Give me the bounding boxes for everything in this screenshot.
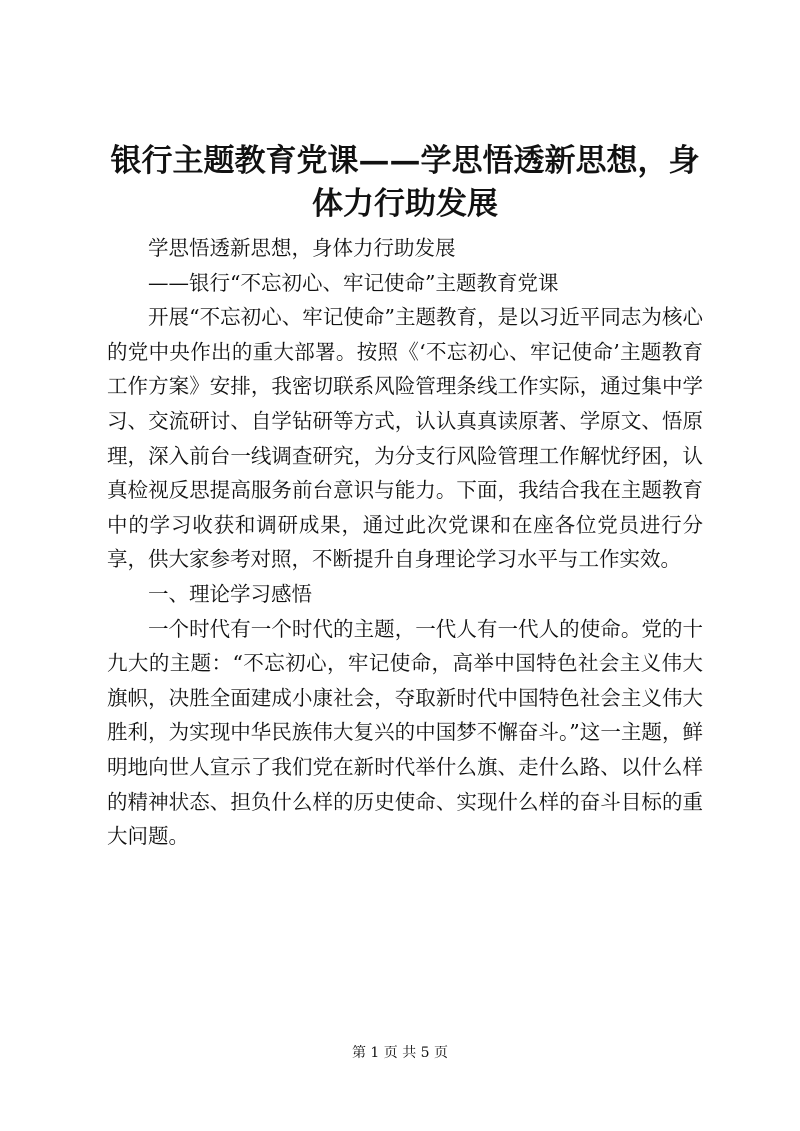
document-title: 银行主题教育党课——学思悟透新思想，身体力行助发展 <box>110 143 700 222</box>
body-paragraph: 一个时代有一个时代的主题，一代人有一代人的使命。党的十九大的主题：“不忘初心，牢记使命，高举中国特色社会主义伟大旗帜，决胜全面建成小康社会，夺取新时代中国特色社会主义伟大胜利，为实现中华民族伟大复兴的中国梦不懈奋斗。”这一主题，鲜明地向世人宣示了我们党在新时代举什么旗、走什么路、以什么样的精神状态、担负什么样的历史使命、实现什么样的奋斗目标的重大问题。 <box>107 616 703 849</box>
subtitle-secondary: ——银行“不忘初心、牢记使命”主题教育党课 <box>148 270 559 295</box>
page-footer: 第 1 页 共 5 页 <box>351 1045 449 1061</box>
document-body <box>107 231 703 854</box>
subtitle: 学思悟透新思想，身体力行助发展 <box>148 236 456 260</box>
body-paragraph: 开展“不忘初心、牢记使命”主题教育，是以习近平同志为核心的党中央作出的重大部署。按照《‘不忘初心、牢记使命’主题教育工作方案》安排，我密切联系风险管理条线工作实际，通过集中学习、交流研讨、自学钻研等方式，认认真真读原著、学原文、悟原理，深入前台一线调查研究，为分支行风险管理工作解忧纾困，认真检视反思提高服务前台意识与能力。下面，我结合我在主题教育中的学习收获和调研成果，通过此次党课和在座各位党员进行分享，供大家参考对照，不断提升自身理论学习水平与工作实效。 <box>107 305 703 572</box>
section-heading: 一、理论学习感悟 <box>148 581 312 606</box>
